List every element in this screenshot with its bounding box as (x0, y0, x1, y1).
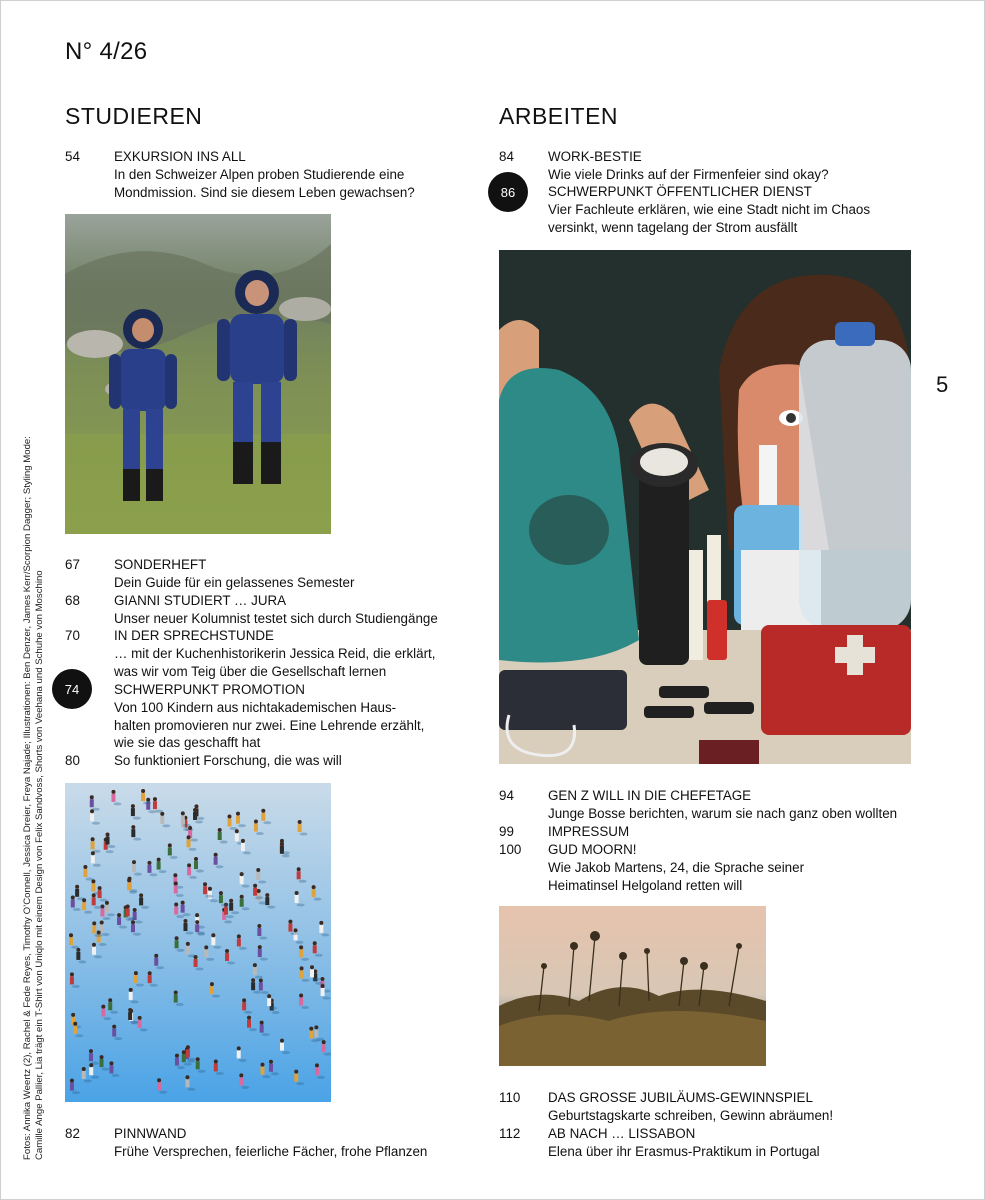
page-ref: 99 (499, 824, 514, 839)
astronaut-photo (65, 214, 331, 534)
entry-title: GIANNI STUDIERT … JURA (114, 593, 287, 608)
entry-desc: Von 100 Kindern aus nichtakademischen Haus- (114, 699, 397, 715)
entry-desc: wie sie das geschafft hat (114, 735, 261, 751)
entry-desc: was wir vom Teig über die Gesellschaft lernen (114, 663, 387, 679)
credits-line: Fotos: Annika Weertz (2), Rachel & Fede Reyes, Timothy O’Connell, Jessica Dreier, Freya Najade; Illustrationen: Ben Denzer, James Kerr/Scorpion Dagger; Styling Mode: (22, 436, 33, 1160)
page-ref: 112 (499, 1126, 521, 1141)
entry-desc: In den Schweizer Alpen proben Studierende eine (114, 166, 405, 182)
page-ref: 100 (499, 842, 522, 857)
entry-desc: Geburtstagskarte schreiben, Gewinn abräumen! (548, 1107, 834, 1123)
page-ref: 82 (65, 1126, 80, 1141)
entry-desc: Dein Guide für ein gelassenes Semester (114, 574, 355, 590)
entry-desc: Wie Jakob Martens, 24, die Sprache seiner (548, 859, 805, 875)
entry-title: AB NACH … LISSABON (548, 1126, 696, 1141)
entry-desc: Frühe Versprechen, feierliche Fächer, frohe Pflanzen (114, 1143, 428, 1159)
entry-title: PINNWAND (114, 1126, 187, 1141)
page-ref: 54 (65, 149, 80, 164)
helgoland-grass-photo (499, 906, 766, 1066)
issue-number: N° 4/26 (65, 38, 148, 65)
entry-desc: Junge Bosse berichten, warum sie nach ganz oben wollten (548, 805, 898, 821)
entry-title: DAS GROSSE JUBILÄUMS-GEWINNSPIEL (548, 1090, 813, 1105)
entry-title: IN DER SPRECHSTUNDE (114, 628, 274, 643)
entry-title: IMPRESSUM (548, 824, 630, 839)
entry-title: So funktioniert Forschung, die was will (114, 753, 342, 768)
entry-title: SCHWERPUNKT ÖFFENTLICHER DIENST (548, 184, 812, 199)
emergency-supplies-illustration (499, 250, 911, 764)
crowd-photo (65, 783, 331, 1102)
page-ref: 84 (499, 149, 514, 164)
credits-line: Camille Ange Pallier, Lia trägt ein T-Shirt von Uniqlo mit einem Design von Felix Sandvoss, Shorts von Veehana und Schuhe von Moschino (34, 570, 45, 1160)
entry-desc: Vier Fachleute erklären, wie eine Stadt nicht im Chaos (548, 201, 871, 217)
entry-desc: Heimatinsel Helgoland retten will (548, 877, 743, 893)
page-ref: 70 (65, 628, 80, 643)
entry-title: GUD MOORN! (548, 842, 637, 857)
highlight-badge[interactable]: 86 (488, 172, 528, 212)
entry-desc: Wie viele Drinks auf der Firmenfeier sind okay? (548, 166, 829, 182)
page-ref: 94 (499, 788, 514, 803)
section-heading-arbeiten: ARBEITEN (499, 103, 619, 129)
entry-title: EXKURSION INS ALL (114, 149, 246, 164)
entry-title: SCHWERPUNKT PROMOTION (114, 682, 305, 697)
page-ref: 110 (499, 1090, 521, 1105)
entry-title: GEN Z WILL IN DIE CHEFETAGE (548, 788, 752, 803)
page-ref: 80 (65, 753, 80, 768)
page-number: 5 (936, 372, 949, 397)
entry-title: WORK-BESTIE (548, 149, 642, 164)
photo-credits (22, 436, 46, 1160)
entry-desc: Unser neuer Kolumnist testet sich durch Studiengänge (114, 610, 438, 626)
entry-desc: … mit der Kuchenhistorikerin Jessica Reid, die erklärt, (114, 645, 436, 661)
section-heading-studieren: STUDIEREN (65, 103, 203, 129)
entry-title: SONDERHEFT (114, 557, 207, 572)
entry-desc: Elena über ihr Erasmus-Praktikum in Portugal (548, 1143, 820, 1159)
page-ref: 68 (65, 593, 80, 608)
entry-desc: Mondmission. Sind sie diesem Leben gewachsen? (114, 184, 415, 200)
entry-desc: halten promovieren nur zwei. Eine Lehrende erzählt, (114, 717, 425, 733)
highlight-badge[interactable]: 74 (52, 669, 92, 709)
entry-desc: versinkt, wenn tagelang der Strom ausfällt (548, 219, 798, 235)
page-ref: 67 (65, 557, 80, 572)
